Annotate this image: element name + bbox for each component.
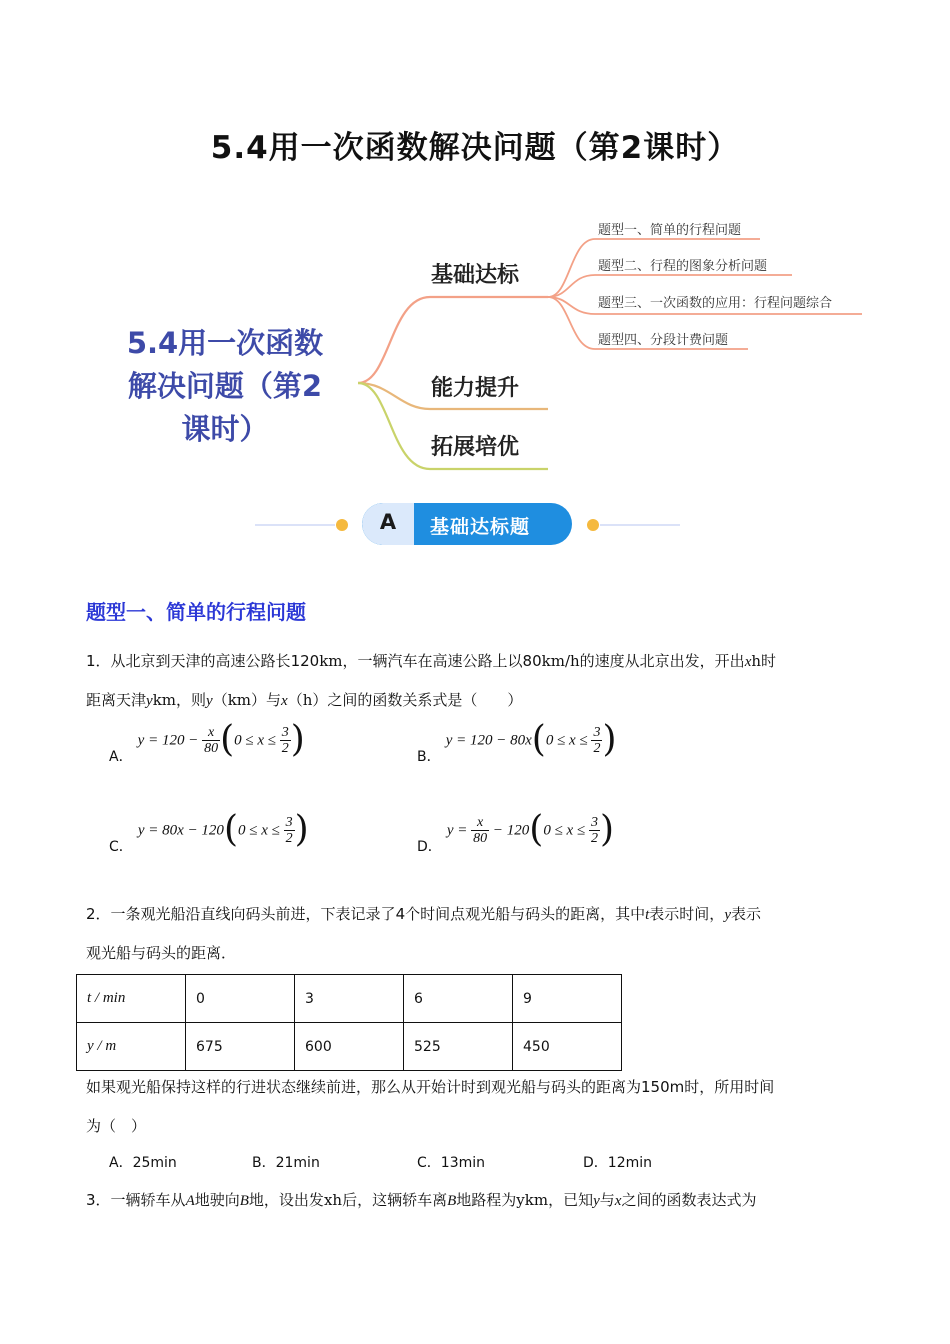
paren-open: ( xyxy=(220,719,235,760)
variable: A xyxy=(185,1193,195,1209)
variable: y xyxy=(593,1193,600,1209)
text: 距离天津 xyxy=(86,691,147,709)
table-row xyxy=(77,975,622,1023)
header-label: t / min xyxy=(87,990,126,1006)
mindmap-subtopic: 题型一、简单的行程问题 xyxy=(598,223,742,238)
text: 表示时间， xyxy=(649,905,725,923)
text: 时 xyxy=(761,652,777,670)
value: 80 xyxy=(522,652,542,670)
text: 之间的函数表达式为 xyxy=(621,1191,757,1209)
option-a[interactable] xyxy=(109,1152,177,1172)
mindmap-subtopic: 题型四、分段计费问题 xyxy=(598,333,729,348)
option-c[interactable] xyxy=(417,1152,485,1172)
mindmap-branch-ability: 能力提升 xyxy=(431,376,520,401)
paren-close: ) xyxy=(294,809,309,850)
text: 的速度从北京出发，开出 xyxy=(579,652,745,670)
option-value: 25min xyxy=(132,1155,177,1171)
question-1-line-2 xyxy=(86,690,522,711)
unit: km/h xyxy=(541,652,580,670)
fraction xyxy=(280,725,291,756)
variable: x xyxy=(281,693,288,709)
text: 与 xyxy=(599,1191,615,1209)
option-d[interactable] xyxy=(417,809,614,855)
option-label: C． xyxy=(417,1155,441,1171)
formula: y = 120 − 80x xyxy=(445,732,532,749)
domain: 0 ≤ x ≤ xyxy=(237,822,284,839)
numerator: 3 xyxy=(593,724,601,740)
question-number: 3． xyxy=(86,1191,111,1209)
paren-close: ) xyxy=(599,809,614,850)
paren-close: ) xyxy=(602,719,617,760)
unit: km xyxy=(152,691,177,709)
mindmap-subtopic: 题型三、一次函数的应用：行程问题综合 xyxy=(598,296,833,311)
banner xyxy=(362,503,572,545)
domain: 0 ≤ x ≤ xyxy=(543,822,589,839)
mindmap-center-line: 课时） xyxy=(181,412,269,446)
domain: 0 ≤ x ≤ xyxy=(234,732,280,749)
option-b[interactable] xyxy=(252,1152,320,1172)
numerator: x xyxy=(471,815,489,831)
numerator: 3 xyxy=(590,814,598,830)
question-2-line-4: 为（ ） xyxy=(86,1117,147,1135)
option-c[interactable] xyxy=(109,809,309,855)
banner-letter: A xyxy=(379,510,397,534)
table-cell: 3 xyxy=(295,975,404,1023)
table-cell: 9 xyxy=(513,975,622,1023)
option-value: 21min xyxy=(275,1155,320,1171)
numerator: 3 xyxy=(281,724,289,740)
data-table xyxy=(76,974,622,1071)
text: 表示 xyxy=(730,905,761,923)
header-label: y / m xyxy=(87,1038,117,1054)
option-label: D． xyxy=(583,1155,608,1171)
text: 时，所用时间 xyxy=(684,1078,775,1096)
text: 如果观光船保持这样的行进状态继续前进，那么从开始计时到观光船与码头的距离为 xyxy=(86,1078,642,1096)
text: （h）之间的函数关系式是（ ） xyxy=(287,691,523,709)
table-cell: 600 xyxy=(295,1023,404,1071)
fraction xyxy=(591,725,602,756)
mindmap-center-line: 5.4用一次函数 xyxy=(126,326,324,360)
mindmap-center-line: 解决问题（第2 xyxy=(127,369,323,403)
denominator: 80 xyxy=(473,830,488,846)
variable: ykm xyxy=(516,1191,549,1209)
option-label: C． xyxy=(109,838,133,855)
denominator: 2 xyxy=(590,830,598,846)
option-label: A． xyxy=(109,748,133,765)
text: ，一辆汽车在高速公路上以 xyxy=(342,652,523,670)
option-a[interactable] xyxy=(109,719,305,765)
text: （km）与 xyxy=(212,691,282,709)
mindmap-center xyxy=(110,322,340,451)
formula: y = 120 − xyxy=(137,732,203,749)
unit: km xyxy=(319,652,343,670)
question-2-line-3 xyxy=(86,1077,774,1097)
numerator: x xyxy=(202,725,220,741)
value: 150m xyxy=(641,1078,685,1096)
table-header-cell xyxy=(77,1023,186,1071)
question-number: 1． xyxy=(86,652,111,670)
option-b[interactable] xyxy=(417,719,617,765)
paren-open: ( xyxy=(529,809,544,850)
table-cell: 6 xyxy=(404,975,513,1023)
text: ，已知 xyxy=(548,1191,594,1209)
text: 个时间点观光船与码头的距离，其中 xyxy=(405,905,646,923)
variable: y xyxy=(724,907,731,923)
mindmap-branch-basic: 基础达标 xyxy=(431,263,520,288)
variable: y xyxy=(146,693,153,709)
table-cell: 675 xyxy=(186,1023,295,1071)
text: 从北京到天津的高速公路长 xyxy=(110,652,291,670)
option-value: 12min xyxy=(607,1155,652,1171)
variable: B xyxy=(447,1193,457,1209)
text: ，则 xyxy=(176,691,207,709)
fraction xyxy=(202,725,220,756)
denominator: 2 xyxy=(285,830,293,846)
option-d[interactable] xyxy=(583,1152,652,1172)
paren-open: ( xyxy=(223,809,238,850)
paren-close: ) xyxy=(290,719,305,760)
option-label: B． xyxy=(417,748,441,765)
text: 一条观光船沿直线向码头前进，下表记录了 xyxy=(110,905,396,923)
table-row xyxy=(77,1023,622,1071)
variable: x xyxy=(744,654,752,670)
variable: y xyxy=(206,693,213,709)
text: 后，这辆轿车离 xyxy=(342,1191,448,1209)
question-2-line-2: 观光船与码头的距离． xyxy=(86,944,237,962)
option-label: D． xyxy=(417,838,442,855)
question-3-line-1 xyxy=(86,1190,756,1211)
question-1-line-1 xyxy=(86,651,776,672)
fraction xyxy=(284,815,295,846)
denominator: 80 xyxy=(204,740,219,756)
page-title: 5.4用一次函数解决问题（第2课时） xyxy=(210,130,740,166)
formula: − 120 xyxy=(489,822,530,839)
mindmap-branch-extend: 拓展培优 xyxy=(431,435,520,460)
table-cell: 525 xyxy=(404,1023,513,1071)
variable: xh xyxy=(323,1191,343,1209)
variable: t xyxy=(645,907,650,923)
denominator: 2 xyxy=(593,740,601,756)
question-2-line-1 xyxy=(86,904,761,925)
fraction xyxy=(471,815,489,846)
option-label: B． xyxy=(252,1155,276,1171)
section-heading: 题型一、简单的行程问题 xyxy=(86,600,306,624)
text: 一辆轿车从 xyxy=(110,1191,186,1209)
banner-label: 基础达标题 xyxy=(430,516,531,538)
option-value: 13min xyxy=(440,1155,485,1171)
mindmap-subtopic: 题型二、行程的图象分析问题 xyxy=(598,259,768,274)
variable: x xyxy=(614,1193,622,1209)
text: 地驶向 xyxy=(194,1191,240,1209)
fraction xyxy=(589,815,600,846)
unit: h xyxy=(751,652,762,670)
formula: y = xyxy=(446,822,472,839)
numerator: 3 xyxy=(285,814,293,830)
domain: 0 ≤ x ≤ xyxy=(545,732,592,749)
value: 120 xyxy=(290,652,320,670)
table-cell: 0 xyxy=(186,975,295,1023)
paren-open: ( xyxy=(531,719,546,760)
option-label: A． xyxy=(109,1155,133,1171)
table-header-cell xyxy=(77,975,186,1023)
denominator: 2 xyxy=(281,740,289,756)
value: 4 xyxy=(395,905,406,923)
question-number: 2． xyxy=(86,905,111,923)
formula: y = 80x − 120 xyxy=(137,822,224,839)
variable: B xyxy=(239,1193,249,1209)
text: 地，设出发 xyxy=(248,1191,324,1209)
table-cell: 450 xyxy=(513,1023,622,1071)
text: 地路程为 xyxy=(456,1191,517,1209)
